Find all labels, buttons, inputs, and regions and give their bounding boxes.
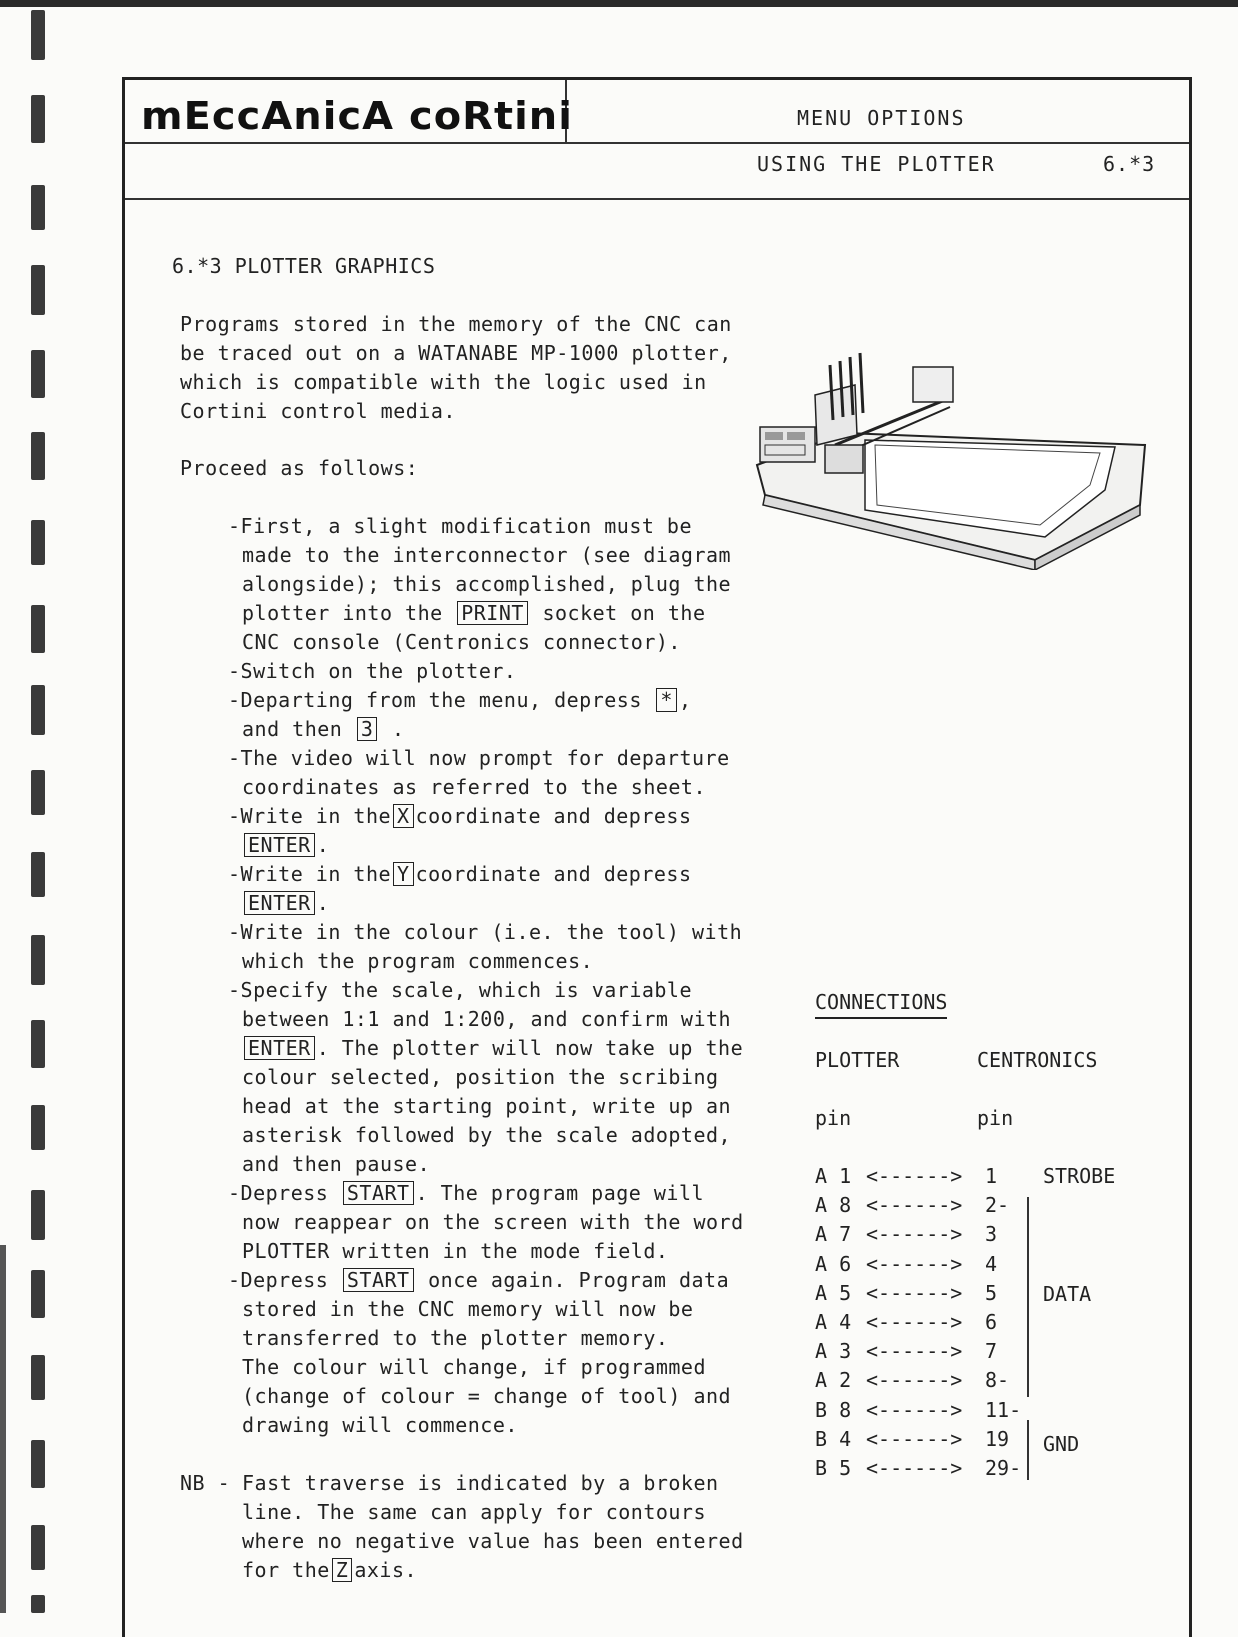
connection-plotter-pin: B 4 (815, 1427, 852, 1451)
connection-plotter-pin: A 6 (815, 1252, 852, 1276)
connection-arrow: <------> (866, 1193, 963, 1217)
connection-arrow: <------> (866, 1222, 963, 1246)
step-line: -Write in the X coordinate and depress (228, 804, 692, 828)
step-line: and then 3 . (242, 717, 405, 741)
step-line: -Switch on the plotter. (228, 659, 517, 683)
intro-line: Cortini control media. (180, 399, 456, 423)
step-line: PLOTTER written in the mode field. (242, 1239, 669, 1263)
intro-line: which is compatible with the logic used in (180, 370, 707, 394)
start-key: START (343, 1268, 414, 1292)
connection-arrow: <------> (866, 1339, 963, 1363)
pin-label: pin (977, 1106, 1014, 1130)
step-line: alongside); this accomplished, plug the (242, 572, 732, 596)
plotter-illustration (745, 345, 1170, 570)
step-line: ENTER . (242, 891, 329, 915)
connection-arrow: <------> (866, 1281, 963, 1305)
connection-centronics-pin: 6 (985, 1310, 998, 1334)
step-line: coordinates as referred to the sheet. (242, 775, 707, 799)
step-line: ENTER . The plotter will now take up the (242, 1036, 743, 1060)
step-line: (change of colour = change of tool) and (242, 1384, 732, 1408)
connection-plotter-pin: A 5 (815, 1281, 852, 1305)
section-subtitle: USING THE PLOTTER (757, 152, 996, 176)
header-top-row (125, 80, 1189, 144)
step-line: -Write in the colour (i.e. the tool) with (228, 920, 743, 944)
step-line: -Departing from the menu, depress * , (228, 688, 692, 712)
nb-line: Fast traverse is indicated by a broken (242, 1471, 719, 1495)
connection-plotter-pin: A 1 (815, 1164, 852, 1188)
company-logo: mEccAnicA coRtini (141, 94, 573, 138)
connection-centronics-pin: 11- (985, 1398, 1022, 1422)
step-line: now reappear on the screen with the word (242, 1210, 744, 1234)
scan-top-edge (0, 0, 1238, 7)
step-line: stored in the CNC memory will now be (242, 1297, 694, 1321)
asterisk-key: * (656, 688, 677, 712)
connection-centronics-pin: 3 (985, 1222, 998, 1246)
connection-arrow: <------> (866, 1456, 963, 1480)
connection-plotter-pin: A 7 (815, 1222, 852, 1246)
enter-key: ENTER (244, 891, 315, 915)
start-key: START (343, 1181, 414, 1205)
enter-key: ENTER (244, 1036, 315, 1060)
nb-line: where no negative value has been entered (242, 1529, 744, 1553)
step-line: CNC console (Centronics connector). (242, 630, 681, 654)
intro-line: Programs stored in the memory of the CNC can (180, 312, 732, 336)
connection-centronics-pin: 19 (985, 1427, 1010, 1451)
step-line: The colour will change, if programmed (242, 1355, 707, 1379)
plotter-column-header: PLOTTER (815, 1048, 900, 1072)
connection-plotter-pin: A 3 (815, 1339, 852, 1363)
gnd-signal: GND (1043, 1432, 1080, 1456)
enter-key: ENTER (244, 833, 315, 857)
connection-arrow: <------> (866, 1252, 963, 1276)
data-signal: DATA (1043, 1282, 1092, 1306)
section-number: 6.*3 (1103, 152, 1156, 176)
intro-line: be traced out on a WATANABE MP-1000 plotter, (180, 341, 732, 365)
strobe-signal: STROBE (1043, 1164, 1116, 1188)
step-line: ENTER . (242, 833, 329, 857)
connection-centronics-pin: 29- (985, 1456, 1022, 1480)
step-line: made to the interconnector (see diagram (242, 543, 732, 567)
pin-label: pin (815, 1106, 852, 1130)
step-line: transferred to the plotter memory. (242, 1326, 669, 1350)
step-line: between 1:1 and 1:200, and confirm with (242, 1007, 732, 1031)
connection-centronics-pin: 2- (985, 1193, 1010, 1217)
connection-plotter-pin: A 2 (815, 1368, 852, 1392)
connection-arrow: <------> (866, 1368, 963, 1392)
connection-arrow: <------> (866, 1310, 963, 1334)
menu-title: MENU OPTIONS (797, 106, 966, 130)
nb-label: NB - (180, 1471, 231, 1495)
connection-centronics-pin: 4 (985, 1252, 998, 1276)
connection-centronics-pin: 7 (985, 1339, 998, 1363)
proceed-line: Proceed as follows: (180, 456, 419, 480)
step-line: -Write in the Y coordinate and depress (228, 862, 692, 886)
logo-box (125, 80, 573, 142)
header-sub-row (125, 142, 1189, 200)
step-line: -First, a slight modification must be (228, 514, 693, 538)
step-line: -The video will now prompt for departure (228, 746, 730, 770)
connection-plotter-pin: B 5 (815, 1456, 852, 1480)
step-line: -Specify the scale, which is variable (228, 978, 693, 1002)
nb-line: for the Z axis. (242, 1558, 418, 1582)
step-line: which the program commences. (242, 949, 594, 973)
z-key: Z (332, 1558, 353, 1582)
y-key: Y (393, 862, 414, 886)
connection-arrow: <------> (866, 1427, 963, 1451)
three-key: 3 (357, 717, 378, 741)
section-heading: 6.*3 PLOTTER GRAPHICS (172, 254, 436, 278)
x-key: X (393, 804, 414, 828)
step-line: colour selected, position the scribing (242, 1065, 719, 1089)
step-line: plotter into the PRINT socket on the (242, 601, 706, 625)
connection-plotter-pin: B 8 (815, 1398, 852, 1422)
connection-arrow: <------> (866, 1164, 963, 1188)
print-key: PRINT (457, 601, 528, 625)
gnd-brace (1021, 1420, 1029, 1480)
step-line: drawing will commence. (242, 1413, 518, 1437)
binder-holes (0, 0, 70, 1613)
connections-title: CONNECTIONS (815, 990, 947, 1014)
connection-plotter-pin: A 4 (815, 1310, 852, 1334)
data-brace (1021, 1197, 1029, 1397)
connection-centronics-pin: 8- (985, 1368, 1010, 1392)
connection-arrow: <------> (866, 1398, 963, 1422)
connection-centronics-pin: 5 (985, 1281, 998, 1305)
nb-line: line. The same can apply for contours (242, 1500, 707, 1524)
step-line: -Depress START once again. Program data (228, 1268, 730, 1292)
step-line: head at the starting point, write up an (242, 1094, 732, 1118)
centronics-column-header: CENTRONICS (977, 1048, 1098, 1072)
step-line: -Depress START . The program page will (228, 1181, 705, 1205)
connection-plotter-pin: A 8 (815, 1193, 852, 1217)
step-line: asterisk followed by the scale adopted, (242, 1123, 732, 1147)
connection-centronics-pin: 1 (985, 1164, 998, 1188)
step-line: and then pause. (242, 1152, 431, 1176)
